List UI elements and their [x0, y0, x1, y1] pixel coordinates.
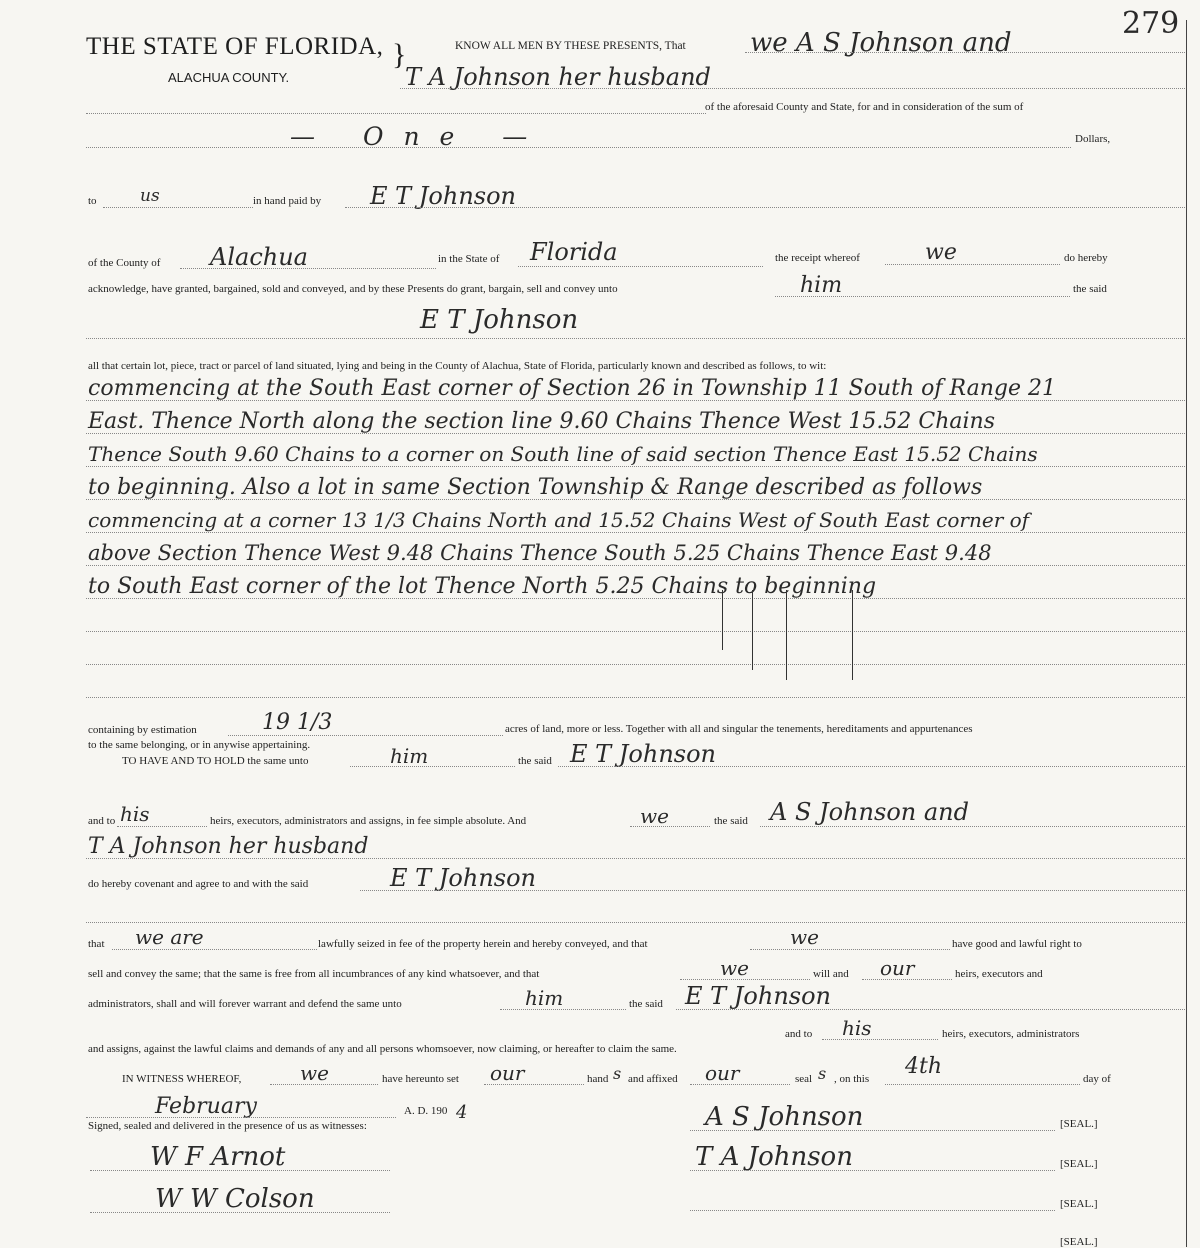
and-that-line	[750, 949, 950, 950]
administrators-text: administrators, shall and will forever warrant and defend the same unto	[88, 998, 402, 1010]
ink-stroke-3	[786, 590, 787, 680]
to-text: to	[88, 195, 97, 207]
covenant-line	[360, 890, 1185, 891]
that-line	[112, 949, 317, 950]
grantor-underline-2	[400, 88, 1185, 89]
in-hand-text: in hand paid by	[253, 195, 322, 207]
to-value: us	[140, 186, 160, 206]
do-hereby-text: do hereby	[1064, 252, 1108, 264]
seal-3: [SEAL.]	[1060, 1198, 1098, 1210]
grantee-line	[86, 338, 1185, 339]
state-heading: THE STATE OF FLORIDA,	[86, 33, 384, 60]
hand-suffix: s	[613, 1064, 622, 1083]
witness-1: W F Arnot	[150, 1142, 286, 1172]
state-value: Florida	[530, 238, 618, 266]
the-said-text: the said	[1073, 283, 1107, 295]
witness-line	[270, 1084, 378, 1085]
and-to-text: and to	[88, 815, 116, 827]
sum-text: — One —	[290, 122, 548, 151]
state-line	[518, 266, 763, 267]
covenant-text: do hereby covenant and agree to and with the said	[88, 878, 309, 890]
receipt-text: the receipt whereof	[775, 252, 860, 264]
the-said-3-text: the said	[714, 815, 748, 827]
county-line	[180, 268, 436, 269]
that-value: we are	[135, 925, 204, 949]
aforesaid-text: of the aforesaid County and State, for and in consideration of the sum of	[705, 101, 1024, 113]
year-value: 4	[456, 1102, 468, 1123]
line-a	[86, 113, 706, 114]
line-sum	[86, 147, 1071, 148]
have-unto-line	[350, 766, 515, 767]
belonging-text: to the same belonging, or in anywise appertaining.	[88, 739, 311, 751]
the-said-3b-value: T A Johnson her husband	[88, 834, 369, 859]
description-line-7: to South East corner of the lot Thence North 5.25 Chains to beginning	[88, 574, 877, 599]
heirs-exec-text: heirs, executors and	[955, 968, 1043, 980]
margin-line	[1186, 20, 1187, 1247]
county-value: Alachua	[210, 243, 308, 271]
acknowledge-text: acknowledge, have granted, bargained, sold and conveyed, and by these Presents do grant, bargain, sell and convey unto	[88, 283, 618, 295]
and-to-2-line	[822, 1039, 938, 1040]
description-line-6: above Section Thence West 9.48 Chains Thence South 5.25 Chains Thence East 9.48	[88, 541, 992, 565]
affixed-value: our	[705, 1061, 740, 1085]
and-that-value: we	[790, 925, 819, 949]
desc-rule-4	[86, 499, 1185, 500]
signature-1-line	[690, 1130, 1055, 1131]
signature-3-line	[690, 1210, 1055, 1211]
to-line	[103, 207, 253, 208]
blank-line	[86, 922, 1185, 923]
heirs-exec-2-text: heirs, executors, administrators	[942, 1028, 1080, 1040]
receipt-value: we	[925, 240, 957, 265]
will-and-text: will and	[813, 968, 849, 980]
and-to-value: his	[120, 802, 150, 826]
acres-line	[228, 735, 503, 736]
description-line-4: to beginning. Also a lot in same Section Township & Range described as follows	[88, 475, 983, 500]
said-4-value: E T Johnson	[685, 982, 831, 1010]
to-have-text: TO HAVE AND TO HOLD the same unto	[122, 755, 309, 767]
desc-rule-10	[86, 697, 1185, 698]
the-said-4-text: the said	[629, 998, 663, 1010]
unto-value: him	[800, 273, 843, 298]
ink-stroke-2	[752, 590, 753, 670]
signature-2-line	[690, 1170, 1055, 1171]
grantor-underline	[745, 52, 1185, 53]
ad-text: A. D. 190	[404, 1105, 448, 1117]
and-we-value: we	[640, 804, 669, 828]
seal-2: [SEAL.]	[1060, 1158, 1098, 1170]
affixed-text: and affixed	[628, 1073, 678, 1085]
all-that-text: all that certain lot, piece, tract or parcel of land situated, lying and being in the County of Alachua, State of Florida, particularly known and described as follows, to wit:	[88, 360, 827, 372]
desc-rule-7	[86, 598, 1185, 599]
desc-rule-1	[86, 400, 1185, 401]
and-that-2-line	[680, 979, 810, 980]
covenant-value: E T Johnson	[390, 864, 536, 892]
unto-2-value: him	[525, 986, 564, 1010]
day-line	[885, 1084, 1080, 1085]
day-value: 4th	[905, 1054, 943, 1079]
the-said-3b-line	[86, 858, 1185, 859]
and-to-line	[117, 826, 207, 827]
witness-value: we	[300, 1061, 329, 1085]
and-to-2-text: and to	[785, 1028, 813, 1040]
affixed-line	[690, 1084, 790, 1085]
day-of-text: day of	[1083, 1073, 1111, 1085]
paid-by-value: E T Johnson	[370, 182, 516, 210]
containing-text: containing by estimation	[88, 724, 197, 736]
unto-2-line	[500, 1009, 626, 1010]
description-line-5: commencing at a corner 13 1/3 Chains North and 15.52 Chains West of South East corner of	[88, 508, 1030, 532]
dollars-text: Dollars,	[1075, 133, 1111, 145]
signature-1: A S Johnson	[705, 1102, 864, 1132]
acres-text: acres of land, more or less. Together with all and singular the tenements, hereditaments and appurtenances	[505, 723, 973, 735]
the-said-3-value: A S Johnson and	[770, 798, 969, 826]
the-said-3-line	[760, 826, 1185, 827]
have-set-text: have hereunto set	[382, 1073, 459, 1085]
witness-2: W W Colson	[155, 1184, 315, 1214]
witness-text: IN WITNESS WHEREOF,	[122, 1073, 242, 1085]
signed-text: Signed, sealed and delivered in the presence of us as witnesses:	[88, 1120, 367, 1132]
grantee-value: E T Johnson	[420, 305, 579, 335]
description-line-1: commencing at the South East corner of Section 26 in Township 11 South of Range 21	[88, 376, 1056, 401]
desc-rule-8	[86, 631, 1185, 632]
desc-rule-3	[86, 466, 1185, 467]
ink-stroke-1	[722, 590, 723, 650]
seal-text: seal	[795, 1073, 813, 1085]
have-unto-value: him	[390, 744, 429, 768]
said-4-line	[676, 1009, 1185, 1010]
desc-rule-5	[86, 532, 1185, 533]
on-this-text: , on this	[834, 1073, 870, 1085]
grantor-line-2: T A Johnson her husband	[405, 63, 711, 91]
of-county-text: of the County of	[88, 257, 161, 269]
hand-text: hand	[587, 1073, 609, 1085]
sell-convey-text: sell and convey the same; that the same is free from all incumbrances of any kind whatsoever, and that	[88, 968, 540, 980]
receipt-line	[885, 264, 1060, 265]
have-said-line	[558, 766, 1185, 767]
the-said-2-text: the said	[518, 755, 552, 767]
unto-line	[775, 296, 1070, 297]
bracket: }	[392, 38, 407, 71]
know-all-text: KNOW ALL MEN BY THESE PRESENTS, That	[455, 40, 686, 52]
in-state-text: in the State of	[438, 253, 500, 265]
have-said-value: E T Johnson	[570, 740, 716, 768]
set-value: our	[490, 1061, 525, 1085]
heirs-text: heirs, executors, administrators and assigns, in fee simple absolute. And	[210, 815, 527, 827]
will-and-value: our	[880, 956, 915, 980]
and-that-2-value: we	[720, 956, 749, 980]
description-line-3: Thence South 9.60 Chains to a corner on South line of said section Thence East 15.52 Chains	[88, 442, 1038, 466]
will-and-line	[862, 979, 952, 980]
month-line	[86, 1117, 396, 1118]
desc-rule-6	[86, 565, 1185, 566]
set-line	[484, 1084, 584, 1085]
seal-1: [SEAL.]	[1060, 1118, 1098, 1130]
witness-2-line	[90, 1212, 390, 1213]
grantor-line-1: we A S Johnson and	[750, 28, 1012, 58]
desc-rule-9	[86, 664, 1185, 665]
county-heading: ALACHUA COUNTY.	[168, 70, 290, 85]
and-we-line	[630, 826, 710, 827]
month-value: February	[155, 1094, 257, 1119]
witness-1-line	[90, 1170, 390, 1171]
good-right-text: have good and lawful right to	[952, 938, 1082, 950]
seal-4: [SEAL.]	[1060, 1236, 1098, 1248]
lawfully-text: lawfully seized in fee of the property herein and hereby conveyed, and that	[318, 938, 648, 950]
assigns-text: and assigns, against the lawful claims and demands of any and all persons whomsoever, now claiming, or hereafter to claim the same.	[88, 1043, 677, 1055]
description-line-2: East. Thence North along the section line 9.60 Chains Thence West 15.52 Chains	[88, 409, 996, 434]
signature-2: T A Johnson	[695, 1142, 853, 1172]
acres-value: 19 1/3	[262, 710, 333, 735]
seal-suffix: s	[818, 1064, 827, 1083]
page-number: 279	[1122, 6, 1180, 41]
ink-stroke-4	[852, 590, 853, 680]
desc-rule-2	[86, 433, 1185, 434]
paid-by-line	[345, 207, 1185, 208]
and-to-2-value: his	[842, 1016, 872, 1040]
that-text: that	[88, 938, 105, 950]
